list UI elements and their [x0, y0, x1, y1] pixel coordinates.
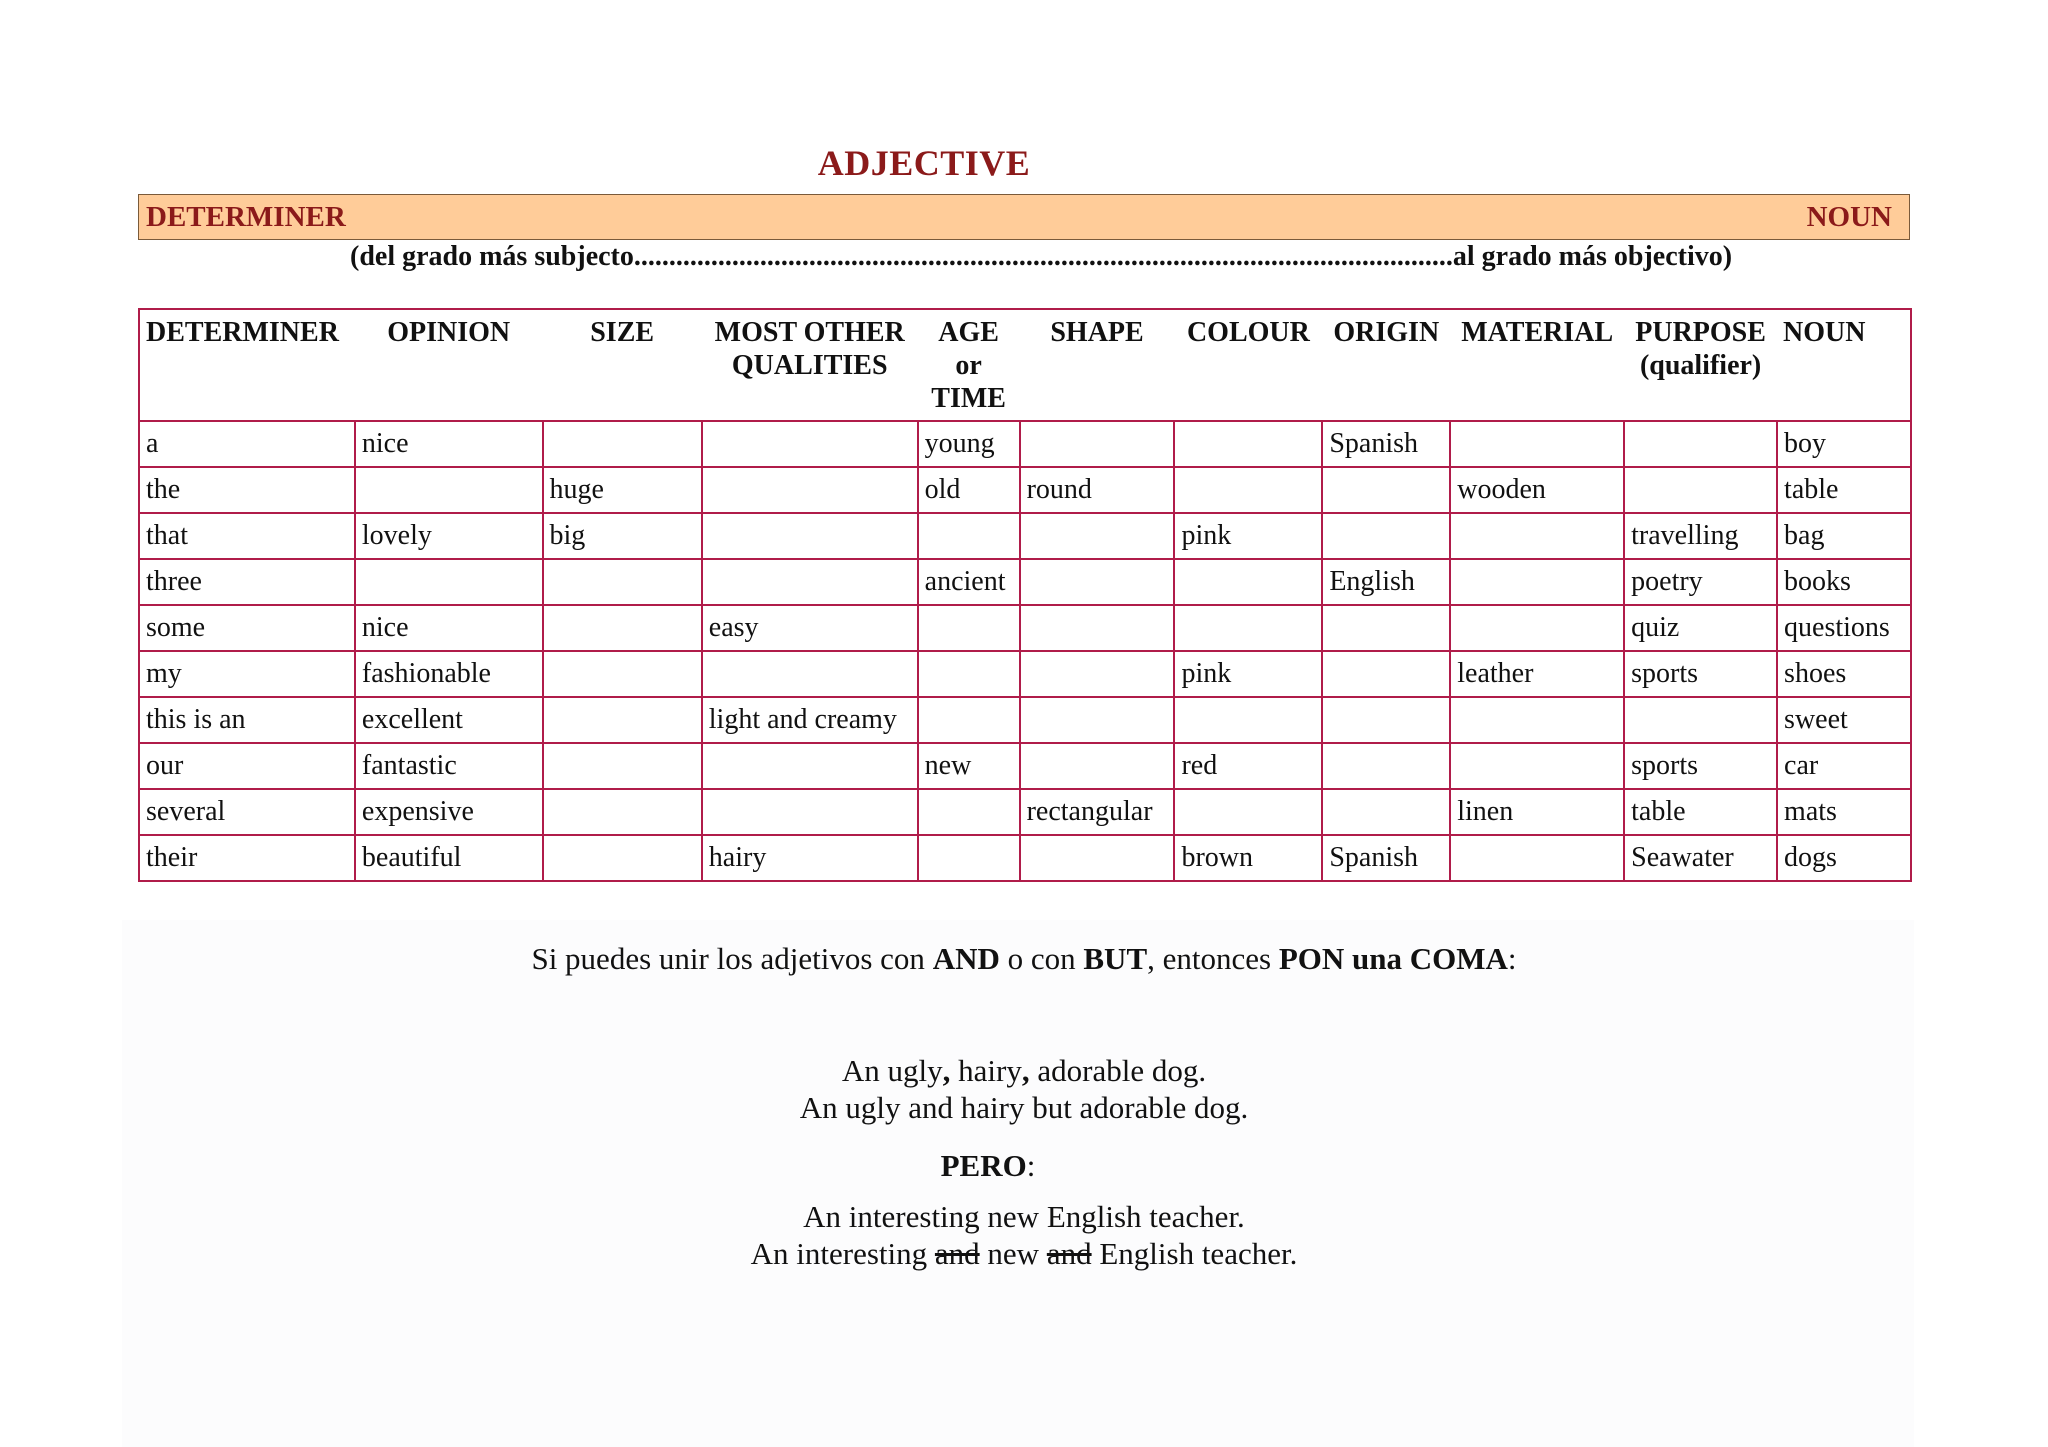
column-header-line: NOUN: [1783, 317, 1866, 348]
adjective-heading: ADJECTIVE: [817, 143, 1031, 183]
table-cell: shoes: [1777, 651, 1911, 697]
column-header: [543, 309, 702, 421]
table-cell: nice: [355, 421, 543, 467]
table-cell: brown: [1174, 835, 1322, 881]
table-row: [139, 467, 1911, 513]
table-cell: [1020, 421, 1175, 467]
table-cell: [1450, 421, 1624, 467]
column-header-line: PURPOSE: [1635, 317, 1766, 348]
table-cell: their: [139, 835, 355, 881]
table-cell: [543, 421, 702, 467]
table-cell: easy: [702, 605, 918, 651]
table-row: [139, 605, 1911, 651]
column-header-line: (qualifier): [1639, 350, 1762, 381]
table-cell: Seawater: [1624, 835, 1777, 881]
table-row: [139, 421, 1911, 467]
pero-word: PERO: [940, 1148, 1027, 1183]
rule-text-2: o con: [999, 941, 1084, 976]
table-row: [139, 651, 1911, 697]
table-cell: old: [918, 467, 1020, 513]
table-cell: [1322, 651, 1450, 697]
table-cell: [702, 743, 918, 789]
table-cell: rectangular: [1020, 789, 1175, 835]
table-cell: red: [1174, 743, 1322, 789]
column-header-line: MATERIAL: [1461, 317, 1614, 348]
example-comma-line: [0, 1052, 2048, 1089]
table-cell: [355, 467, 543, 513]
table-cell: pink: [1174, 513, 1322, 559]
table-cell: Spanish: [1322, 421, 1450, 467]
table-cell: sweet: [1777, 697, 1911, 743]
table-cell: nice: [355, 605, 543, 651]
table-row: [139, 697, 1911, 743]
column-header-line: OPINION: [387, 317, 511, 348]
table-cell: [1020, 513, 1175, 559]
rule-colon: :: [1507, 941, 1517, 976]
pero-colon: :: [1026, 1148, 1036, 1183]
table-cell: [1322, 789, 1450, 835]
table-cell: [918, 651, 1020, 697]
table-cell: new: [918, 743, 1020, 789]
table-cell: [355, 559, 543, 605]
column-header-line: ORIGIN: [1333, 317, 1440, 348]
table-row: [139, 789, 1911, 835]
table-cell: big: [543, 513, 702, 559]
table-cell: [918, 697, 1020, 743]
column-header: [1322, 309, 1450, 421]
table-cell: sports: [1624, 651, 1777, 697]
column-header: [1777, 309, 1911, 421]
table-body: [139, 421, 1911, 881]
table-cell: [1450, 513, 1624, 559]
struck-and: and: [1046, 1236, 1092, 1271]
table-cell: [1450, 605, 1624, 651]
table-cell: several: [139, 789, 355, 835]
table-cell: [1322, 467, 1450, 513]
subjective-objective-scale-note: (del grado más subjecto.....................................................................................................................al grado más objectivo): [350, 241, 1733, 272]
table-cell: [1020, 605, 1175, 651]
table-cell: [702, 467, 918, 513]
example-no-comma-line: An interesting new English teacher.: [803, 1199, 1245, 1234]
table-cell: pink: [1174, 651, 1322, 697]
table-cell: [1450, 835, 1624, 881]
table-cell: [1020, 651, 1175, 697]
table-cell: [1322, 697, 1450, 743]
table-cell: mats: [1777, 789, 1911, 835]
table-cell: [1174, 421, 1322, 467]
table-cell: ancient: [918, 559, 1020, 605]
example-comma: ,: [942, 1053, 951, 1088]
example-text: English teacher.: [1091, 1236, 1298, 1271]
table-row: [139, 559, 1911, 605]
table-cell: poetry: [1624, 559, 1777, 605]
table-cell: [1174, 605, 1322, 651]
table-cell: round: [1020, 467, 1175, 513]
table-cell: expensive: [355, 789, 543, 835]
table-cell: young: [918, 421, 1020, 467]
table-cell: [1624, 467, 1777, 513]
column-header-line: or: [955, 350, 982, 381]
column-header-line: AGE: [938, 317, 999, 348]
table-cell: our: [139, 743, 355, 789]
table-cell: [1174, 789, 1322, 835]
table-cell: [1020, 697, 1175, 743]
table-header-row: [139, 309, 1911, 421]
table-cell: huge: [543, 467, 702, 513]
table-cell: that: [139, 513, 355, 559]
table-cell: sports: [1624, 743, 1777, 789]
table-cell: [702, 651, 918, 697]
table-cell: [918, 789, 1020, 835]
column-header: [1020, 309, 1175, 421]
table-cell: a: [139, 421, 355, 467]
column-header: [355, 309, 543, 421]
table-cell: [543, 697, 702, 743]
table-cell: quiz: [1624, 605, 1777, 651]
example-struck-line: [0, 1235, 2048, 1272]
band-determiner-label: DETERMINER: [146, 201, 346, 233]
table-cell: [1450, 743, 1624, 789]
table-row: [139, 835, 1911, 881]
table-cell: bag: [1777, 513, 1911, 559]
table-row: [139, 743, 1911, 789]
column-header: [1624, 309, 1777, 421]
table-cell: lovely: [355, 513, 543, 559]
rule-pon-coma: PON una COMA: [1278, 941, 1508, 976]
column-header-line: MOST OTHER: [714, 317, 905, 348]
column-header-line: SHAPE: [1050, 317, 1144, 348]
table-cell: fashionable: [355, 651, 543, 697]
table-cell: [918, 513, 1020, 559]
table-cell: [1174, 467, 1322, 513]
table-cell: [702, 789, 918, 835]
order-band: [138, 194, 1910, 240]
table-cell: [1450, 697, 1624, 743]
no-comma-examples: [0, 1198, 2048, 1272]
table-cell: [1020, 559, 1175, 605]
comma-rule: [0, 941, 2048, 977]
table-cell: table: [1624, 789, 1777, 835]
example-text: new: [979, 1236, 1047, 1271]
table-cell: [543, 789, 702, 835]
table-cell: my: [139, 651, 355, 697]
table-cell: three: [139, 559, 355, 605]
table-cell: [1624, 697, 1777, 743]
band-noun-label: NOUN: [1806, 201, 1892, 233]
table-cell: [1322, 605, 1450, 651]
column-header: [918, 309, 1020, 421]
column-header: [139, 309, 355, 421]
table-cell: [1624, 421, 1777, 467]
table-cell: excellent: [355, 697, 543, 743]
column-header-line: TIME: [931, 383, 1006, 414]
column-header-line: QUALITIES: [731, 350, 888, 381]
table-cell: English: [1322, 559, 1450, 605]
column-header-line: COLOUR: [1186, 317, 1310, 348]
column-header: [1174, 309, 1322, 421]
struck-and: and: [934, 1236, 980, 1271]
table-cell: questions: [1777, 605, 1911, 651]
example-and-but-line: An ugly and hairy but adorable dog.: [799, 1090, 1249, 1125]
table-cell: light and creamy: [702, 697, 918, 743]
table-cell: [1450, 559, 1624, 605]
table-cell: table: [1777, 467, 1911, 513]
example-text: An interesting: [750, 1236, 935, 1271]
table-cell: [1174, 559, 1322, 605]
table-cell: wooden: [1450, 467, 1624, 513]
table-cell: dogs: [1777, 835, 1911, 881]
table-cell: [1322, 513, 1450, 559]
table-cell: [1020, 743, 1175, 789]
table-cell: [1020, 835, 1175, 881]
table-cell: [1322, 743, 1450, 789]
table-row: [139, 513, 1911, 559]
example-text: hairy: [950, 1053, 1022, 1088]
example-text: adorable dog.: [1029, 1053, 1207, 1088]
table-cell: [543, 651, 702, 697]
table-cell: leather: [1450, 651, 1624, 697]
adjective-order-table: [138, 308, 1912, 882]
table-cell: [1174, 697, 1322, 743]
table-cell: books: [1777, 559, 1911, 605]
table-cell: the: [139, 467, 355, 513]
table-cell: some: [139, 605, 355, 651]
table-cell: fantastic: [355, 743, 543, 789]
table-cell: linen: [1450, 789, 1624, 835]
pero-label: [0, 1148, 1976, 1184]
table-cell: beautiful: [355, 835, 543, 881]
table-cell: [702, 559, 918, 605]
column-header: [1450, 309, 1624, 421]
table-cell: [543, 605, 702, 651]
rule-but: BUT: [1083, 941, 1148, 976]
example-comma: ,: [1021, 1053, 1030, 1088]
table-cell: hairy: [702, 835, 918, 881]
rule-text-3: , entonces: [1147, 941, 1279, 976]
table-cell: boy: [1777, 421, 1911, 467]
table-cell: Spanish: [1322, 835, 1450, 881]
table-cell: [918, 605, 1020, 651]
table-cell: [543, 835, 702, 881]
table-cell: this is an: [139, 697, 355, 743]
rule-text-1: Si puedes unir los adjetivos con: [531, 941, 933, 976]
comma-examples: [0, 1052, 2048, 1126]
table-cell: [702, 421, 918, 467]
table-cell: [543, 743, 702, 789]
column-header-line: DETERMINER: [146, 317, 339, 348]
example-text: An ugly: [841, 1053, 943, 1088]
column-header-line: SIZE: [590, 317, 655, 348]
table-cell: [702, 513, 918, 559]
column-header: [702, 309, 918, 421]
rule-and: AND: [932, 941, 1000, 976]
table-cell: car: [1777, 743, 1911, 789]
table-cell: [918, 835, 1020, 881]
table-cell: travelling: [1624, 513, 1777, 559]
table-cell: [543, 559, 702, 605]
